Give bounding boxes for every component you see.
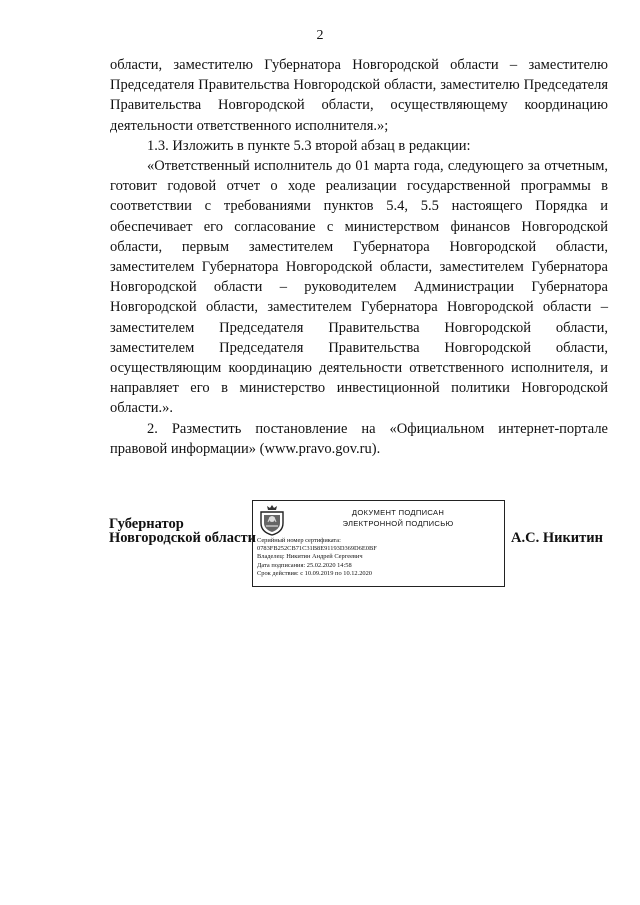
stamp-cert-number: 0783FB252CB71C31B8E91193D369D6E0BF	[257, 545, 377, 553]
signatory-title-line1: Губернатор	[109, 516, 184, 532]
paragraph-quote: «Ответственный исполнитель до 01 марта года, следующего за отчетным, готовит годовой отчет о ходе реализации государственной программы в соответствии с требованиями пунктов 5.4, 5.5 настоящего Порядка и обеспечивает его согласование с министерством финансов Новгородской области, первым заместителем Губернатора Новгородской области, заместителем Губернатора Новгородской области, заместителем Губернатора Новгородской области – руководителем Администрации Губернатора Новгородской области, заместителем Губернатора Новгородской области – заместителем Председателя Правительства Новгородской области, заместителем Председателя Правительства Новгородской области, осуществляющим координацию деятельности ответственного исполнителя, и направляет его в министерство инвестиционной политики Новгородской области.».	[110, 158, 608, 417]
electronic-signature-stamp	[252, 500, 505, 587]
stamp-heading-line1: ДОКУМЕНТ ПОДПИСАН	[351, 508, 445, 517]
page-number: 2	[316, 28, 324, 43]
stamp-signed-date: Дата подписания: 25.02.2020 14:58	[257, 561, 352, 569]
document-body	[110, 55, 608, 459]
stamp-heading	[293, 508, 503, 529]
stamp-cert-label: Серийный номер сертификата:	[257, 537, 341, 544]
stamp-validity: Срок действия: с 10.09.2019 по 10.12.2020	[257, 569, 373, 577]
signatory-name: А.С. Никитин	[511, 530, 603, 546]
coat-of-arms-icon	[257, 504, 287, 536]
stamp-owner: Владелец: Никитин Андрей Сергеевич	[257, 553, 363, 561]
paragraph-1-3: 1.3. Изложить в пункте 5.3 второй абзац в редакции:	[147, 137, 471, 154]
signatory-title	[109, 517, 256, 545]
paragraph-continuation: области, заместителю Губернатора Новгородской области – заместителю Председателя Правительства Новгородской области, заместителю Председателя Правительства Новгородской области, осуществляющему координацию деятельности ответственного исполнителя.»;	[110, 57, 608, 134]
stamp-details	[257, 537, 503, 578]
signatory-title-line2: Новгородской области	[109, 530, 256, 546]
stamp-heading-line2: ЭЛЕКТРОННОЙ ПОДПИСЬЮ	[342, 518, 454, 528]
paragraph-2: 2. Разместить постановление на «Официальном интернет-портале правовой информации» (www.pravo.gov.ru).	[110, 420, 608, 457]
